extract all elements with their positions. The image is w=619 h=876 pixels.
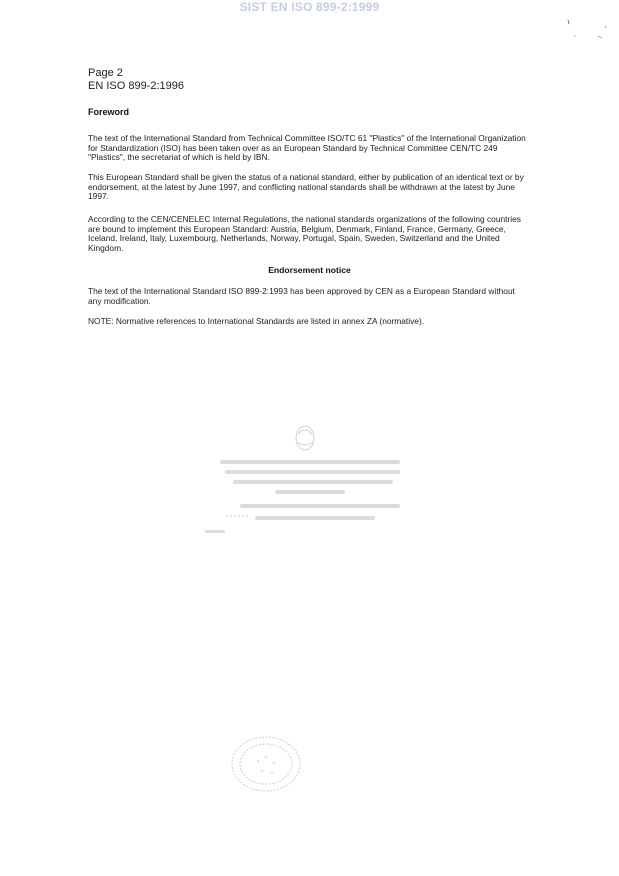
endorsement-paragraph: The text of the International Standard ISO 899-2:1993 has been approved by CEN as a European Standard without any modification. xyxy=(88,286,515,306)
faded-round-seal xyxy=(228,733,306,795)
header-watermark: SIST EN ISO 899-2:1999 xyxy=(239,0,380,14)
scan-artifact-marks xyxy=(530,14,610,44)
page-number: Page 2 xyxy=(88,67,123,79)
foreword-paragraph: According to the CEN/CENELEC Internal Regulations, the national standards organizations of the following countries are bound to implement this European Standard: Austria, Belgium, Denmark, Finland, France, Germany, Greece, Iceland, Ireland, Italy, Luxembourg, Netherlands, Norway, Portugal, Spain, Sweden, Switzerland and the United Kingdom. xyxy=(88,214,521,253)
foreword-paragraph: The text of the International Standard from Technical Committee ISO/TC 61 "Plastics" of the International Organization for Standardization (ISO) has been taken over as an European Standard by Technical Committee CEN/TC 249 "Plastics", the secretariat of which is held by IBN. xyxy=(88,133,526,163)
normative-note: NOTE: Normative references to International Standards are listed in annex ZA (normative). xyxy=(88,316,425,326)
foreword-heading: Foreword xyxy=(88,107,130,117)
endorsement-heading: Endorsement notice xyxy=(268,265,351,275)
foreword-paragraph: This European Standard shall be given the status of a national standard, either by publication of an identical text or by endorsement, at the latest by June 1997, and conflicting national standards shall be withdrawn at the latest by June 1997. xyxy=(88,172,524,202)
document-id: EN ISO 899-2:1996 xyxy=(88,80,185,92)
faded-library-stamp xyxy=(205,420,415,545)
